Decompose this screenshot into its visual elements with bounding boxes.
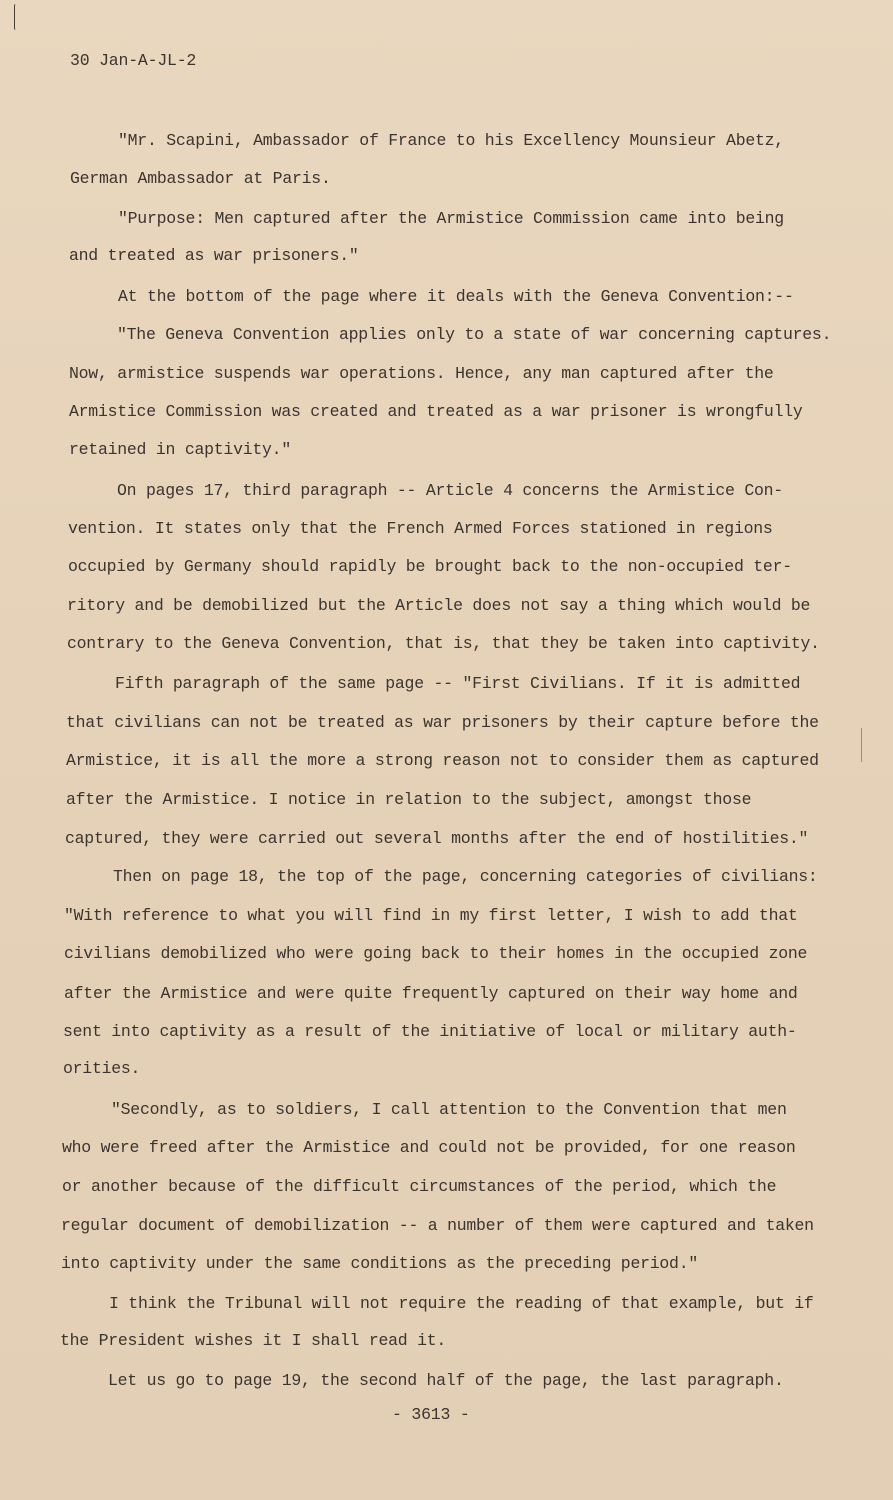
text-line: civilians demobilized who were going back to their homes in the occupied zone: [64, 944, 808, 963]
text-line: Then on page 18, the top of the page, concerning categories of civilians:: [113, 867, 818, 886]
text-line: or another because of the difficult circumstances of the period, which the: [62, 1177, 777, 1196]
text-line: captured, they were carried out several months after the end of hostilities.": [65, 829, 809, 848]
document-reference: 30 Jan-A-JL-2: [70, 51, 197, 70]
text-line: Fifth paragraph of the same page -- "First Civilians. If it is admitted: [115, 674, 801, 693]
text-line: "With reference to what you will find in my first letter, I wish to add that: [64, 906, 798, 925]
text-line: Now, armistice suspends war operations. Hence, any man captured after the: [69, 364, 774, 383]
text-line: German Ambassador at Paris.: [70, 169, 331, 188]
text-line: regular document of demobilization -- a number of them were captured and taken: [61, 1216, 814, 1235]
text-line: orities.: [63, 1059, 141, 1078]
text-line: and treated as war prisoners.": [69, 246, 359, 265]
text-line: that civilians can not be treated as war prisoners by their capture before the: [66, 713, 819, 732]
text-line: retained in captivity.": [69, 440, 291, 459]
text-line: ritory and be demobilized but the Article does not say a thing which would be: [67, 596, 811, 615]
text-line: sent into captivity as a result of the initiative of local or military auth-: [63, 1022, 797, 1041]
text-line: I think the Tribunal will not require the reading of that example, but if: [109, 1294, 814, 1313]
text-line: vention. It states only that the French Armed Forces stationed in regions: [68, 519, 773, 538]
page-number: - 3613 -: [392, 1405, 470, 1424]
text-line: "Purpose: Men captured after the Armistice Commission came into being: [118, 209, 784, 228]
text-line: contrary to the Geneva Convention, that is, that they be taken into captivity.: [67, 634, 820, 653]
text-line: into captivity under the same conditions as the preceding period.": [61, 1254, 699, 1273]
text-line: Armistice, it is all the more a strong reason not to consider them as captured: [66, 751, 819, 770]
text-line: after the Armistice. I notice in relation to the subject, amongst those: [66, 790, 752, 809]
text-line: who were freed after the Armistice and could not be provided, for one reason: [62, 1138, 796, 1157]
text-line: occupied by Germany should rapidly be brought back to the non-occupied ter-: [68, 557, 792, 576]
text-line: On pages 17, third paragraph -- Article 4 concerns the Armistice Con-: [117, 481, 783, 500]
text-line: Armistice Commission was created and treated as a war prisoner is wrongfully: [69, 402, 803, 421]
text-line: "Mr. Scapini, Ambassador of France to his Excellency Mounsieur Abetz,: [118, 131, 784, 150]
text-line: after the Armistice and were quite frequently captured on their way home and: [64, 984, 798, 1003]
margin-mark: [14, 4, 18, 30]
text-line: At the bottom of the page where it deals with the Geneva Convention:--: [118, 287, 794, 306]
text-line: the President wishes it I shall read it.: [60, 1331, 447, 1350]
text-line: "The Geneva Convention applies only to a state of war concerning captures.: [117, 325, 832, 344]
margin-tick: [861, 728, 862, 762]
text-line: Let us go to page 19, the second half of the page, the last paragraph.: [108, 1371, 784, 1390]
text-line: "Secondly, as to soldiers, I call attention to the Convention that men: [111, 1100, 787, 1119]
